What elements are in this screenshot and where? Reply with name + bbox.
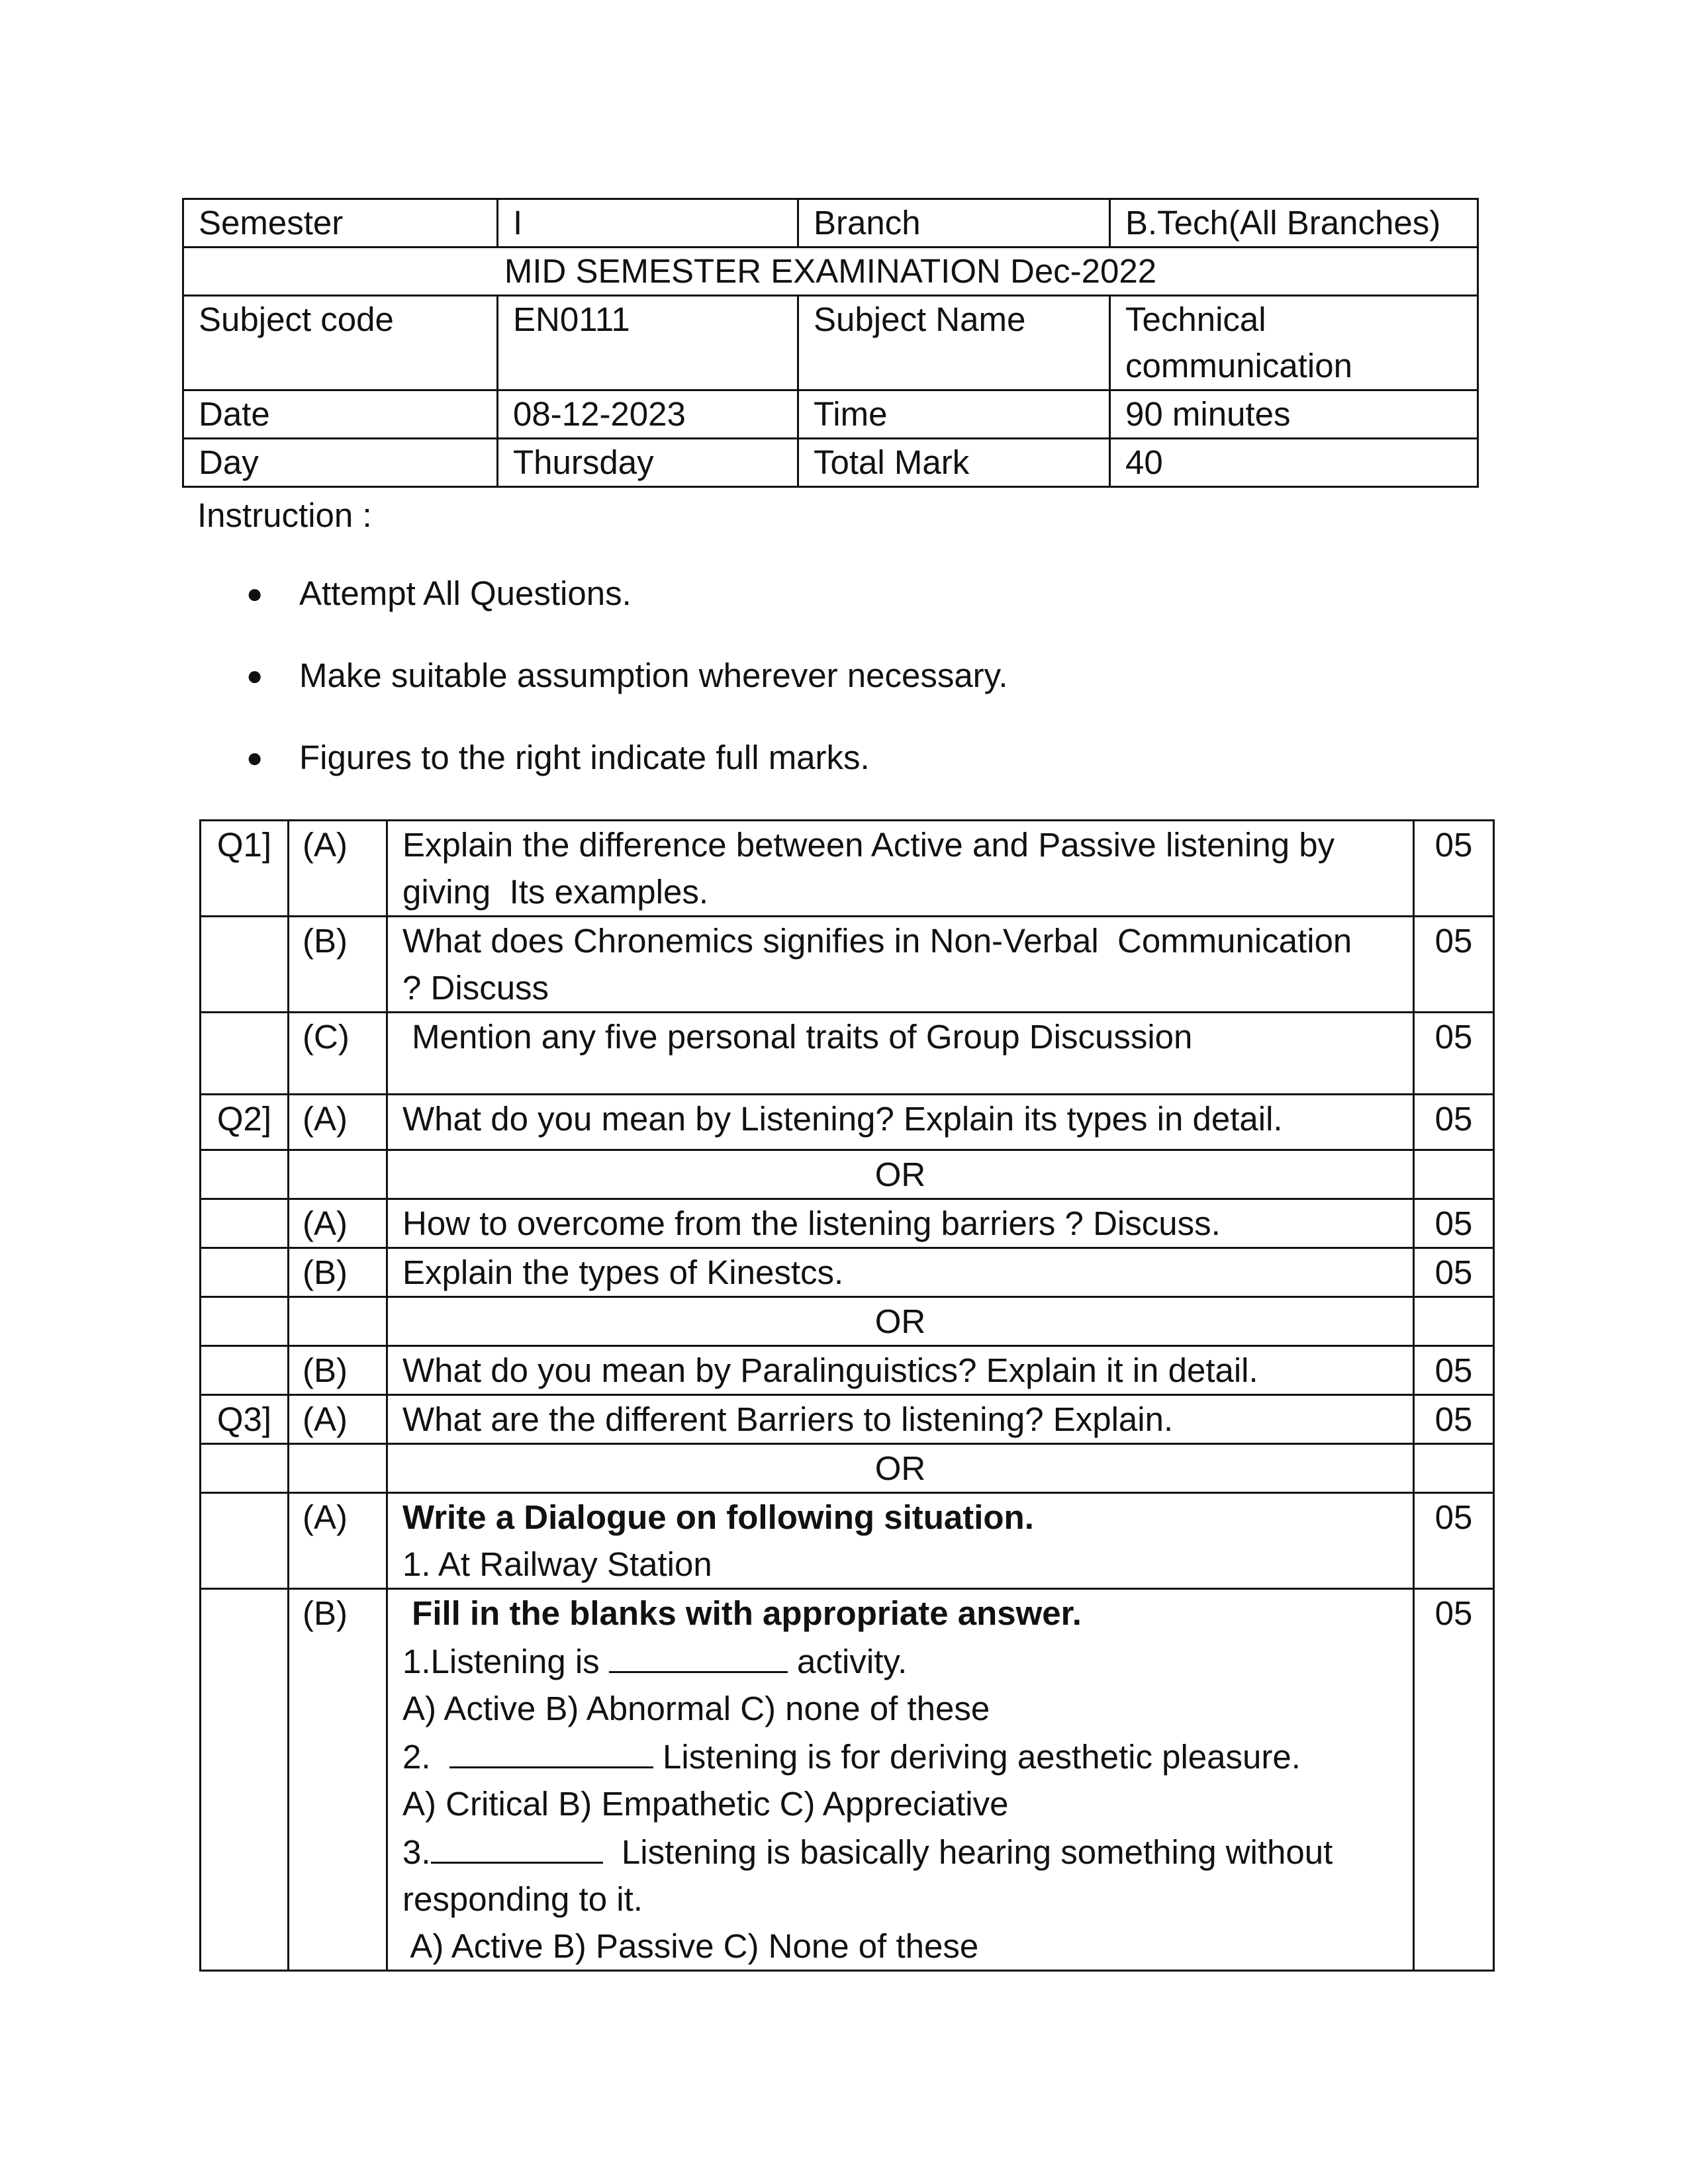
sub-question-label: (A) [289, 821, 387, 917]
question-text: What do you mean by Paralinguistics? Explain it in detail. [387, 1346, 1414, 1395]
question-marks: 05 [1414, 917, 1494, 1013]
fill-blank-question: 1.Listening is activity. [402, 1637, 1413, 1685]
sub-question-label: (A) [289, 1395, 387, 1444]
bullet-icon: ● [246, 742, 263, 773]
question-row [201, 1199, 1494, 1248]
sub-question-label: (A) [289, 1199, 387, 1248]
subject-name-line-1: Technical [1125, 300, 1266, 338]
question-row [201, 1589, 1494, 1971]
fill-blank-options: A) Active B) Abnormal C) none of these [402, 1690, 990, 1727]
question-marks: 05 [1414, 1013, 1494, 1095]
question-row [201, 1248, 1494, 1297]
fill-blank-question: 3. Listening is basically hearing something without [402, 1827, 1413, 1876]
question-marks: 05 [1414, 1095, 1494, 1150]
question-marks: 05 [1414, 1248, 1494, 1297]
question-number [201, 1013, 289, 1095]
question-row [201, 1095, 1494, 1150]
bullet-icon: ● [246, 660, 263, 691]
time-value: 90 minutes [1110, 390, 1478, 439]
time-label: Time [798, 390, 1110, 439]
question-marks: 05 [1414, 1199, 1494, 1248]
question-row [201, 1493, 1494, 1589]
question-text: How to overcome from the listening barriers ? Discuss. [387, 1199, 1414, 1248]
sub-question-label: (B) [289, 1248, 387, 1297]
total-mark-label: Total Mark [798, 439, 1110, 487]
question-text: Write a Dialogue on following situation. 1. At Railway Station [387, 1493, 1414, 1589]
question-number: Q3] [201, 1395, 289, 1444]
answer-blank [609, 1637, 788, 1673]
exam-title-row [183, 248, 1478, 296]
or-row [201, 1297, 1494, 1346]
subject-name-label: Subject Name [798, 296, 1110, 390]
semester-label: Semester [183, 199, 498, 248]
fill-blank-options: A) Active B) Passive C) None of these [402, 1927, 979, 1965]
question-row [201, 821, 1494, 917]
question-marks: 05 [1414, 1589, 1494, 1971]
day-row [183, 439, 1478, 487]
question-text: Explain the types of Kinestcs. [387, 1248, 1414, 1297]
instruction-item: ● Attempt All Questions. [0, 570, 1008, 653]
question-text: Explain the difference between Active and Passive listening by giving Its examples. [387, 821, 1414, 917]
question-marks: 05 [1414, 1346, 1494, 1395]
question-row [201, 1395, 1494, 1444]
subject-code-label: Subject code [183, 296, 498, 390]
sub-question-label: (A) [289, 1493, 387, 1589]
branch-label: Branch [798, 199, 1110, 248]
sub-question-label: (C) [289, 1013, 387, 1095]
question-heading: Write a Dialogue on following situation. [402, 1498, 1034, 1536]
subject-name-line-2: communication [1125, 347, 1352, 385]
bullet-icon: ● [246, 578, 263, 609]
day-value: Thursday [498, 439, 798, 487]
question-text: What does Chronemics signifies in Non-Verbal Communication ? Discuss [387, 917, 1414, 1013]
question-number [201, 1589, 289, 1971]
question-marks: 05 [1414, 1395, 1494, 1444]
semester-row [183, 199, 1478, 248]
or-row [201, 1150, 1494, 1199]
subject-row [183, 296, 1478, 390]
answer-blank [431, 1827, 603, 1864]
date-row [183, 390, 1478, 439]
total-mark-value: 40 [1110, 439, 1478, 487]
answer-blank [449, 1732, 653, 1768]
or-row [201, 1444, 1494, 1493]
question-marks: 05 [1414, 821, 1494, 917]
sub-question-label: (A) [289, 1095, 387, 1150]
instruction-list [0, 570, 1008, 817]
question-number: Q1] [201, 821, 289, 917]
question-number [201, 1493, 289, 1589]
instruction-item: ● Make suitable assumption wherever necessary. [0, 653, 1008, 735]
question-number [201, 1248, 289, 1297]
sub-question-label: (B) [289, 1346, 387, 1395]
instruction-label: Instruction : [197, 496, 372, 534]
question-row [201, 917, 1494, 1013]
question-number [201, 1346, 289, 1395]
or-label: OR [387, 1444, 1414, 1493]
fill-blank-options: A) Critical B) Empathetic C) Appreciative [402, 1785, 1009, 1823]
exam-header-table [182, 198, 1479, 488]
day-label: Day [183, 439, 498, 487]
question-number: Q2] [201, 1095, 289, 1150]
question-number [201, 917, 289, 1013]
or-label: OR [387, 1297, 1414, 1346]
branch-value: B.Tech(All Branches) [1110, 199, 1478, 248]
subject-code-value: EN0111 [498, 296, 798, 390]
question-marks: 05 [1414, 1493, 1494, 1589]
question-table [199, 819, 1495, 1972]
instruction-item: ● Figures to the right indicate full marks. [0, 735, 1008, 817]
exam-title: MID SEMESTER EXAMINATION Dec-2022 [183, 248, 1478, 296]
subject-name-value [1110, 296, 1478, 390]
question-row [201, 1013, 1494, 1095]
fill-blank-question: 2. Listening is for deriving aesthetic pleasure. [402, 1732, 1413, 1780]
question-text: Fill in the blanks with appropriate answer. 1.Listening is activity. A) Active B) Abnormal C) none of these 2. Listening is for deriving aesthetic pleasure. A) Critical B) Empathetic C) Appreciative 3. Listening is basically hearing something without responding to it. A) Active B) Passive C) None of these [387, 1589, 1414, 1971]
sub-question-label: (B) [289, 1589, 387, 1971]
question-row [201, 1346, 1494, 1395]
question-heading: Fill in the blanks with appropriate answer. [402, 1594, 1082, 1632]
sub-question-label: (B) [289, 917, 387, 1013]
question-text: What are the different Barriers to listening? Explain. [387, 1395, 1414, 1444]
date-label: Date [183, 390, 498, 439]
semester-value: I [498, 199, 798, 248]
question-text: Mention any five personal traits of Group Discussion [387, 1013, 1414, 1095]
question-text: What do you mean by Listening? Explain its types in detail. [387, 1095, 1414, 1150]
question-number [201, 1199, 289, 1248]
or-label: OR [387, 1150, 1414, 1199]
date-value: 08-12-2023 [498, 390, 798, 439]
